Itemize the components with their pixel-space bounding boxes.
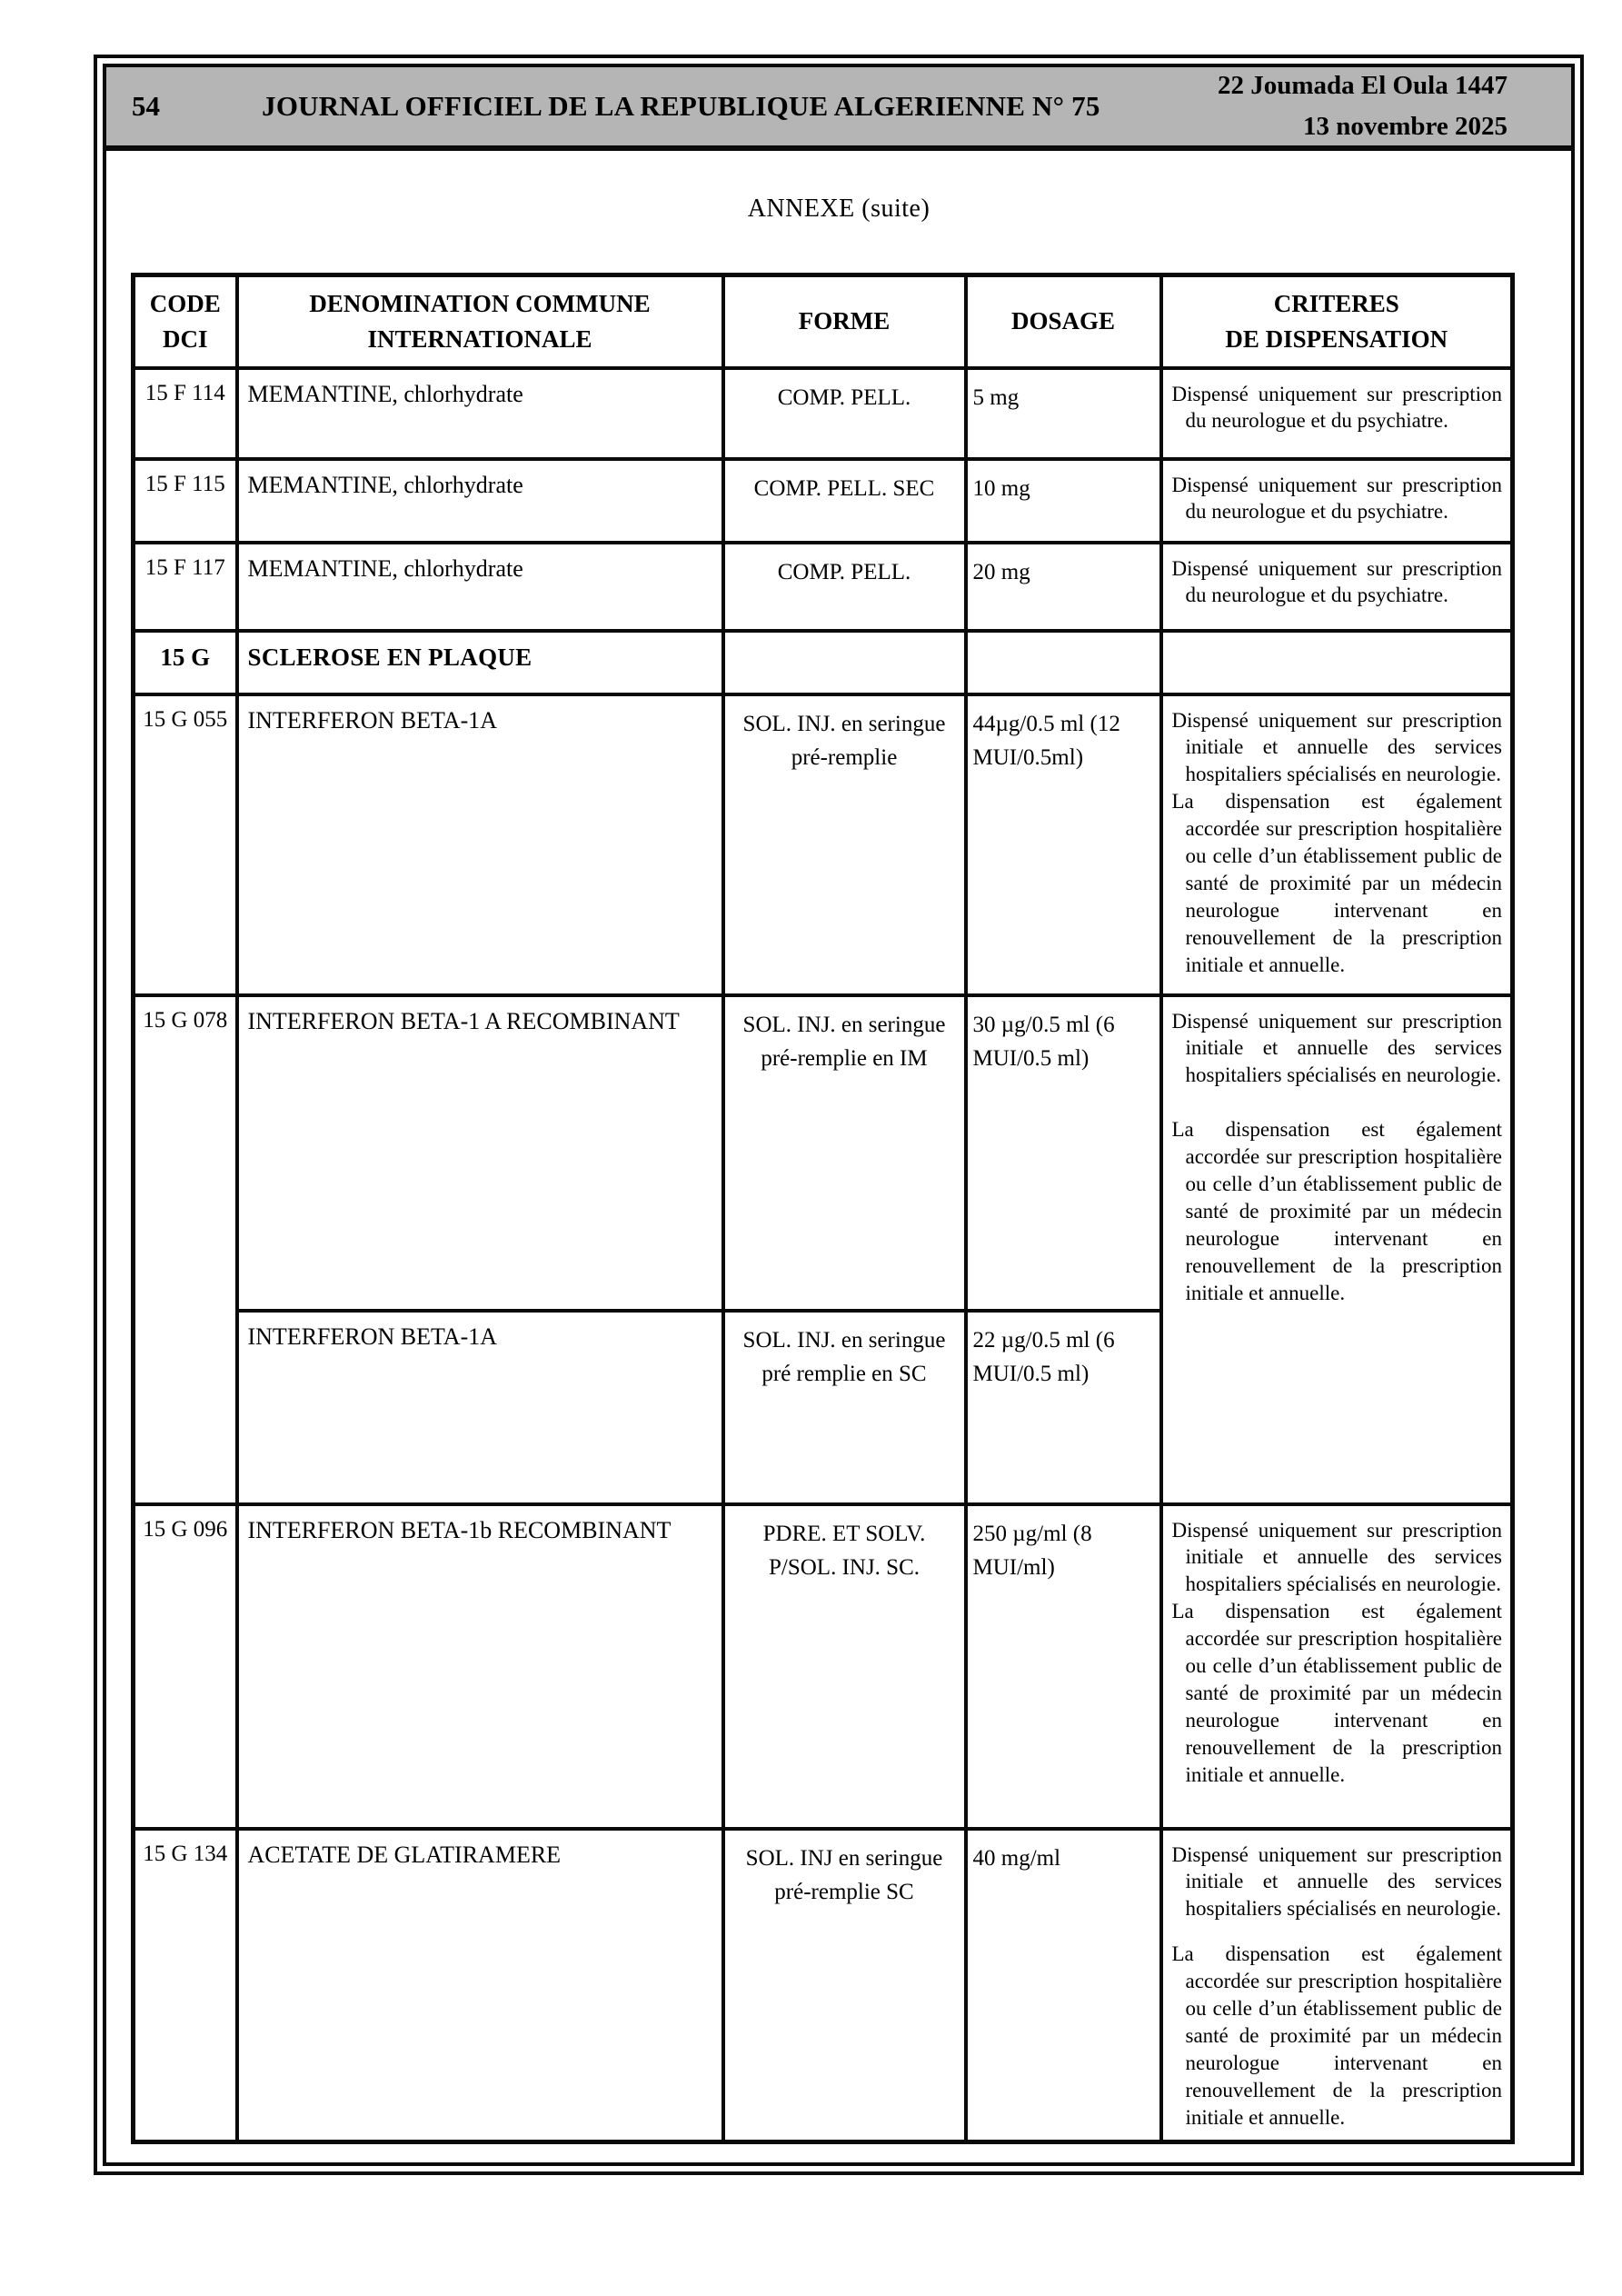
page-frame-inner: [103, 64, 1575, 2166]
criteres-paragraph: La dispensation est également accordée sur prescription hospitalière ou celle d’un établissement public de santé de proximité par un médecin neurologue intervenant en renouvellement de la prescription initiale et annuelle.: [1171, 1600, 1502, 1786]
dosage-cell: 5 mg: [966, 368, 1161, 459]
criteres-paragraph: La dispensation est également accordée sur prescription hospitalière ou celle d’un établissement public de santé de proximité par un médecin neurologue intervenant en renouvellement de la prescription initiale et annuelle.: [1171, 1942, 1502, 2129]
forme-cell: PDRE. ET SOLV. P/SOL. INJ. SC.: [723, 1504, 966, 1829]
criteres-cell: [1161, 1504, 1513, 1829]
denomination-cell: INTERFERON BETA-1 A RECOMBINANT: [237, 995, 723, 1311]
criteres-paragraph: Dispensé uniquement sur prescription initiale et annuelle des services hospitaliers spécialisés en neurologie.: [1171, 1009, 1502, 1087]
section-title-cell: SCLEROSE EN PLAQUE: [237, 631, 723, 694]
forme-cell: SOL. INJ en seringue pré-remplie SC: [723, 1829, 966, 2142]
annexe-title: ANNEXE (suite): [747, 195, 930, 223]
denomination-cell: MEMANTINE, chlorhydrate: [237, 543, 723, 631]
date-hijri: 22 Joumada El Oula 1447: [1217, 71, 1508, 101]
header-dosage: DOSAGE: [966, 275, 1161, 368]
criteres-paragraph: Dispensé uniquement sur prescription initiale et annuelle des services hospitaliers spécialisés en neurologie.: [1171, 708, 1502, 786]
forme-cell: SOL. INJ. en seringue pré-remplie: [723, 694, 966, 995]
table-row-15g096: [134, 1504, 1513, 1829]
table-row-15f117: [134, 543, 1513, 631]
dosage-cell: 10 mg: [966, 459, 1161, 543]
criteres-paragraph: Dispensé uniquement sur prescription initiale et annuelle des services hospitaliers spécialisés en neurologie.: [1171, 1842, 1502, 1921]
masthead-dates: [1100, 65, 1508, 147]
criteres-cell: [1161, 995, 1513, 1504]
dosage-cell: 40 mg/ml: [966, 1829, 1161, 2142]
table-row-15g078-sub1: [134, 995, 1513, 1311]
criteres-cell: [1161, 459, 1513, 543]
page-number: 54: [132, 90, 160, 122]
code-cell: 15 G 096: [134, 1504, 237, 1829]
forme-cell: SOL. INJ. en seringue pré-remplie en IM: [723, 995, 966, 1311]
masthead: [106, 67, 1571, 151]
criteres-paragraph: Dispensé uniquement sur prescription du neurologue et du psychiatre.: [1171, 473, 1502, 524]
dosage-cell: [966, 631, 1161, 694]
forme-cell: COMP. PELL.: [723, 368, 966, 459]
journal-title: JOURNAL OFFICIEL DE LA REPUBLIQUE ALGERIENNE N° 75: [262, 90, 1100, 122]
dosage-cell: 250 µg/ml (8 MUI/ml): [966, 1504, 1161, 1829]
forme-cell: COMP. PELL.: [723, 543, 966, 631]
header-criteres-line2: DE DISPENSATION: [1225, 324, 1448, 353]
header-criteres: [1161, 275, 1513, 368]
criteres-cell: [1161, 543, 1513, 631]
code-cell: 15 F 115: [134, 459, 237, 543]
header-denomination-line2: INTERNATIONALE: [367, 324, 592, 353]
table-row-15g055: [134, 694, 1513, 995]
header-code-line2: DCI: [162, 324, 208, 353]
table-row-15g134: [134, 1829, 1513, 2142]
table-row-15f115: [134, 459, 1513, 543]
criteres-cell: [1161, 1829, 1513, 2142]
criteres-paragraph: Dispensé uniquement sur prescription du neurologue et du psychiatre.: [1171, 556, 1502, 607]
criteres-cell: [1161, 631, 1513, 694]
medications-table: [131, 273, 1515, 2144]
date-gregorian: 13 novembre 2025: [1302, 112, 1508, 141]
denomination-cell: INTERFERON BETA-1b RECOMBINANT: [237, 1504, 723, 1829]
header-criteres-line1: CRITERES: [1273, 289, 1399, 317]
denomination-cell: INTERFERON BETA-1A: [237, 1311, 723, 1504]
criteres-cell: [1161, 694, 1513, 995]
dosage-cell: 22 µg/0.5 ml (6 MUI/0.5 ml): [966, 1311, 1161, 1504]
section-row-15g: [134, 631, 1513, 694]
denomination-cell: ACETATE DE GLATIRAMERE: [237, 1829, 723, 2142]
criteres-paragraph: Dispensé uniquement sur prescription du neurologue et du psychiatre.: [1171, 382, 1502, 433]
dosage-cell: 44µg/0.5 ml (12 MUI/0.5ml): [966, 694, 1161, 995]
criteres-cell: [1161, 368, 1513, 459]
header-code-dci: [134, 275, 237, 368]
header-code-line1: CODE: [149, 289, 221, 317]
code-cell: 15 G 055: [134, 694, 237, 995]
header-forme: FORME: [723, 275, 966, 368]
denomination-cell: INTERFERON BETA-1A: [237, 694, 723, 995]
code-cell: 15 F 117: [134, 543, 237, 631]
criteres-paragraph: La dispensation est également accordée sur prescription hospitalière ou celle d’un établissement public de santé de proximité par un médecin neurologue intervenant en renouvellement de la prescription initiale et annuelle.: [1171, 1118, 1502, 1304]
header-denomination: [237, 275, 723, 368]
forme-cell: [723, 631, 966, 694]
dosage-cell: 20 mg: [966, 543, 1161, 631]
criteres-paragraph: Dispensé uniquement sur prescription initiale et annuelle des services hospitaliers spécialisés en neurologie.: [1171, 1518, 1502, 1596]
code-cell: 15 G 134: [134, 1829, 237, 2142]
criteres-paragraph: La dispensation est également accordée sur prescription hospitalière ou celle d’un établissement public de santé de proximité par un médecin neurologue intervenant en renouvellement de la prescription initiale et annuelle.: [1171, 790, 1502, 976]
forme-cell: SOL. INJ. en seringue pré remplie en SC: [723, 1311, 966, 1504]
page-frame: [94, 55, 1584, 2175]
dosage-cell: 30 µg/0.5 ml (6 MUI/0.5 ml): [966, 995, 1161, 1311]
code-cell: 15 G 078: [134, 995, 237, 1504]
header-denomination-line1: DENOMINATION COMMUNE: [309, 289, 651, 317]
forme-cell: COMP. PELL. SEC: [723, 459, 966, 543]
table-header-row: [134, 275, 1513, 368]
denomination-cell: MEMANTINE, chlorhydrate: [237, 368, 723, 459]
code-cell: 15 F 114: [134, 368, 237, 459]
table-row-15f114: [134, 368, 1513, 459]
denomination-cell: MEMANTINE, chlorhydrate: [237, 459, 723, 543]
section-code-cell: 15 G: [134, 631, 237, 694]
